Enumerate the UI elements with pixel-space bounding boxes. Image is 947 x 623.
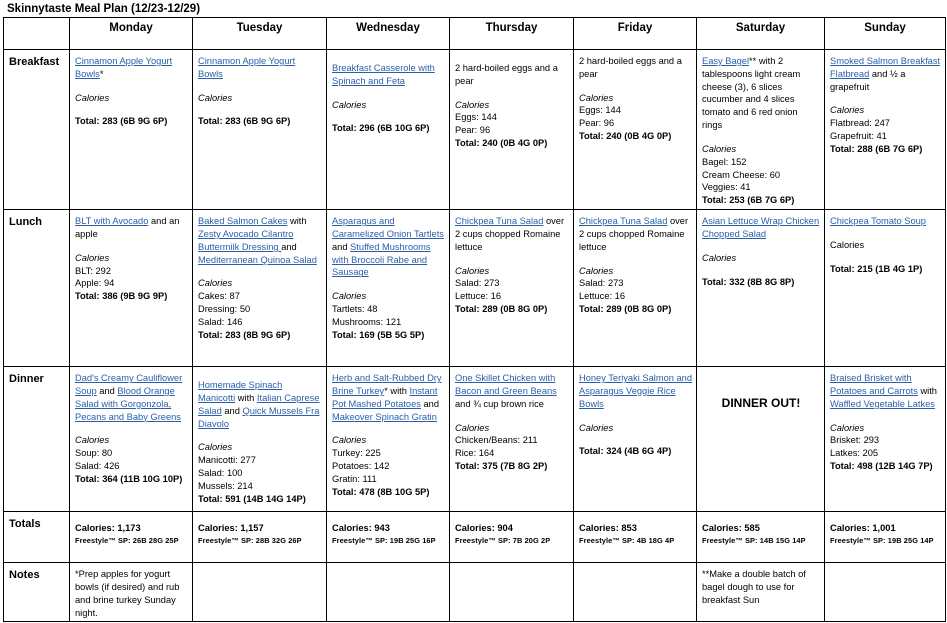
- breakfast-sunday: [825, 50, 946, 210]
- recipe-link[interactable]: Chickpea Tomato Soup: [830, 216, 926, 227]
- totals-tuesday: [193, 512, 327, 563]
- meal-text: 2 hard-boiled eggs and a pear: [579, 56, 682, 79]
- dinner-out-label: DINNER OUT!: [721, 396, 801, 411]
- notes-saturday: [697, 563, 825, 622]
- recipe-link[interactable]: Easy Bagel: [702, 56, 750, 66]
- breakfast-wednesday: [327, 50, 450, 210]
- row-label-notes: Notes: [4, 563, 70, 622]
- totals-monday: [70, 512, 193, 563]
- total-line: Total: 240 (0B 4G 0P): [455, 138, 548, 149]
- calorie-line: Pear: 96: [455, 125, 491, 136]
- total-line: Total: 591 (14B 14G 14P): [198, 493, 306, 504]
- dinner-sunday: [825, 367, 946, 512]
- total-line: Total: 324 (4B 6G 4P): [579, 446, 672, 457]
- recipe-link[interactable]: Makeover Spinach Gratin: [332, 411, 437, 422]
- recipe-link[interactable]: Zesty Avocado Cilantro Buttermilk Dressing: [198, 228, 294, 252]
- notes-row: [4, 563, 946, 622]
- header-thursday: Thursday: [450, 18, 574, 50]
- lunch-tuesday: [193, 210, 327, 367]
- recipe-link[interactable]: Dad's Creamy Cauliflower Soup: [75, 373, 183, 396]
- row-label-dinner: Dinner: [4, 367, 70, 512]
- breakfast-friday: [574, 50, 697, 210]
- header-tuesday: Tuesday: [193, 18, 327, 50]
- calorie-line: Tartlets: 48: [332, 304, 378, 315]
- calories-label: Calories: [75, 435, 110, 446]
- meal-text: with: [287, 216, 307, 227]
- lunch-sunday: [825, 210, 946, 367]
- lunch-thursday: [450, 210, 574, 367]
- totals-sunday: [825, 512, 946, 563]
- calories-label: Calories: [198, 442, 233, 453]
- calories-label: Calories: [198, 278, 233, 289]
- notes-wednesday: [327, 563, 450, 622]
- meal-text: over 2 cups chopped Romaine lettuce: [579, 216, 689, 252]
- freestyle-points: Freestyle™ SP: 26B 28G 25P: [75, 535, 179, 545]
- header-sunday: Sunday: [825, 18, 946, 50]
- calorie-line: Mussels: 214: [198, 480, 253, 491]
- calorie-line: Rice: 164: [455, 448, 495, 459]
- calories-label: Calories: [579, 265, 614, 276]
- recipe-link[interactable]: Stuffed Mushrooms with Broccoli Rabe and Sausage: [332, 241, 431, 278]
- calories-label: Calories: [75, 92, 110, 103]
- calorie-line: Salad: 100: [198, 468, 243, 479]
- total-line: Total: 283 (6B 9G 6P): [198, 116, 291, 127]
- calories-label: Calories: [455, 265, 490, 276]
- calorie-line: Salad: 146: [198, 316, 243, 327]
- notes-sunday: [825, 563, 946, 622]
- calorie-line: Soup: 80: [75, 448, 113, 459]
- calories-label: Calories: [702, 252, 737, 263]
- meal-text: and: [96, 385, 118, 396]
- recipe-link[interactable]: One Skillet Chicken with Bacon and Green Beans: [455, 373, 557, 396]
- dinner-thursday: [450, 367, 574, 512]
- notes-monday: [70, 563, 193, 622]
- freestyle-points: Freestyle™ SP: 4B 18G 4P: [579, 535, 675, 545]
- dinner-friday: [574, 367, 697, 512]
- recipe-link[interactable]: Homemade Spinach Manicotti: [198, 380, 283, 403]
- dinner-saturday: [697, 367, 825, 512]
- total-calories: Calories: 585: [702, 523, 760, 534]
- recipe-link[interactable]: Italian Caprese Salad: [198, 392, 320, 416]
- calorie-line: Dressing: 50: [198, 304, 251, 315]
- calorie-line: Manicotti: 277: [198, 455, 256, 466]
- recipe-link[interactable]: Breakfast Casserole with Spinach and Feta: [332, 63, 435, 86]
- dinner-row: [4, 367, 946, 512]
- notes-thursday: [450, 563, 574, 622]
- dinner-wednesday: [327, 367, 450, 512]
- notes-friday: [574, 563, 697, 622]
- meal-plan-table: [3, 17, 946, 622]
- lunch-friday: [574, 210, 697, 367]
- total-line: Total: 364 (11B 10G 10P): [75, 473, 183, 484]
- header-wednesday: Wednesday: [327, 18, 450, 50]
- lunch-row: [4, 210, 946, 367]
- calorie-line: Lettuce: 16: [455, 291, 502, 302]
- calories-label: Calories: [455, 422, 490, 433]
- recipe-link[interactable]: BLT with Avocado: [75, 216, 149, 227]
- calories-label: Calories: [579, 92, 614, 103]
- meal-text: 2 hard-boiled eggs and a pear: [455, 63, 558, 86]
- breakfast-tuesday: [193, 50, 327, 210]
- breakfast-row: [4, 50, 946, 210]
- calorie-line: Pear: 96: [579, 118, 615, 129]
- calorie-line: Lettuce: 16: [579, 291, 626, 302]
- calories-label: Calories: [830, 422, 865, 433]
- recipe-link[interactable]: Chickpea Tuna Salad: [455, 216, 544, 227]
- calorie-line: Brisket: 293: [830, 435, 880, 446]
- freestyle-points: Freestyle™ SP: 19B 25G 16P: [332, 535, 436, 545]
- total-line: Total: 169 (5B 5G 5P): [332, 329, 425, 340]
- calorie-line: Mushrooms: 121: [332, 316, 402, 327]
- calorie-line: Latkes: 205: [830, 448, 879, 459]
- calorie-line: BLT: 292: [75, 265, 112, 276]
- meal-text: with: [917, 385, 937, 396]
- total-line: Total: 332 (8B 8G 8P): [702, 276, 795, 287]
- meal-text: and: [420, 398, 440, 409]
- totals-saturday: [697, 512, 825, 563]
- total-line: Total: 253 (6B 7G 6P): [702, 195, 795, 206]
- total-calories: Calories: 904: [455, 523, 513, 534]
- total-line: Total: 240 (0B 4G 0P): [579, 131, 672, 142]
- calorie-line: Grapefruit: 41: [830, 131, 887, 142]
- recipe-link[interactable]: Asparagus and Caramelized Onion Tartlets: [332, 216, 444, 239]
- meal-text: over 2 cups chopped Romaine lettuce: [455, 216, 565, 252]
- total-line: Total: 289 (0B 8G 0P): [579, 304, 672, 315]
- meal-text: and: [221, 405, 243, 416]
- page-title: Skinnytaste Meal Plan (12/23-12/29): [7, 3, 201, 15]
- recipe-link[interactable]: Blood Orange Salad with Gorgonzola, Pecans and Baby Greens: [75, 385, 181, 422]
- total-calories: Calories: 1,157: [198, 523, 264, 534]
- total-calories: Calories: 943: [332, 523, 390, 534]
- calorie-line: Flatbread: 247: [830, 118, 890, 129]
- header-corner: [4, 18, 70, 50]
- recipe-link[interactable]: Chickpea Tuna Salad: [579, 216, 668, 227]
- lunch-wednesday: [327, 210, 450, 367]
- row-label-totals: Totals: [4, 512, 70, 563]
- calories-label: Calories: [702, 143, 737, 154]
- recipe-link[interactable]: Mediterranean Quinoa Salad: [198, 254, 317, 265]
- meal-text: and ½ a grapefruit: [830, 68, 906, 92]
- breakfast-saturday: [697, 50, 825, 210]
- header-saturday: Saturday: [697, 18, 825, 50]
- total-line: Total: 375 (7B 8G 2P): [455, 461, 548, 472]
- total-line: Total: 289 (0B 8G 0P): [455, 304, 548, 315]
- header-monday: Monday: [70, 18, 193, 50]
- meal-text: * with: [384, 385, 410, 396]
- calorie-line: Bagel: 152: [702, 156, 747, 167]
- row-label-breakfast: Breakfast: [4, 50, 70, 210]
- calorie-line: Cakes: 87: [198, 291, 240, 302]
- freestyle-points: Freestyle™ SP: 28B 32G 26P: [198, 535, 302, 545]
- total-line: Total: 478 (8B 10G 5P): [332, 486, 430, 497]
- dinner-tuesday: [193, 367, 327, 512]
- meal-text: and: [281, 241, 297, 252]
- notes-tuesday: [193, 563, 327, 622]
- total-calories: Calories: 853: [579, 523, 637, 534]
- meal-text: ** with 2 tablespoons light cream cheese (3), 6 slices cucumber and 4 slices tomato and 6 red onion rings: [702, 56, 801, 131]
- calories-label: Calories: [830, 105, 865, 116]
- lunch-saturday: [697, 210, 825, 367]
- meal-text: and: [332, 241, 351, 252]
- calorie-line: Eggs: 144: [455, 112, 497, 123]
- meal-text: with: [235, 392, 257, 403]
- meal-text: and ¾ cup brown rice: [455, 398, 544, 409]
- recipe-link[interactable]: Asian Lettuce Wrap Chicken Chopped Salad: [702, 216, 820, 239]
- note-text: **Make a double batch of bagel dough to use for breakfast Sun: [702, 569, 806, 605]
- breakfast-monday: [70, 50, 193, 210]
- totals-thursday: [450, 512, 574, 563]
- calorie-line: Salad: 426: [75, 461, 120, 472]
- calorie-line: Potatoes: 142: [332, 461, 390, 472]
- totals-row: [4, 512, 946, 563]
- total-line: Total: 288 (6B 7G 6P): [830, 143, 923, 154]
- calorie-line: Salad: 273: [455, 278, 500, 289]
- recipe-link[interactable]: Smoked Salmon Breakfast Flatbread: [830, 56, 941, 79]
- total-line: Total: 215 (1B 4G 1P): [830, 263, 923, 274]
- recipe-link[interactable]: Baked Salmon Cakes: [198, 216, 288, 227]
- recipe-link[interactable]: Cinnamon Apple Yogurt Bowls: [198, 56, 296, 79]
- calories-label: Calories: [75, 252, 110, 263]
- recipe-link[interactable]: Braised Brisket with Potatoes and Carrots: [830, 373, 918, 396]
- calories-label: Calories: [332, 99, 367, 110]
- calorie-line: Salad: 273: [579, 278, 624, 289]
- totals-friday: [574, 512, 697, 563]
- calorie-line: Veggies: 41: [702, 182, 751, 193]
- total-line: Total: 296 (6B 10G 6P): [332, 123, 430, 134]
- totals-wednesday: [327, 512, 450, 563]
- total-line: Total: 283 (8B 9G 6P): [198, 329, 291, 340]
- note-marker: *: [99, 68, 104, 79]
- recipe-link[interactable]: Waffled Vegetable Latkes: [830, 398, 935, 409]
- recipe-link[interactable]: Instant Pot Mashed Potatoes: [332, 385, 438, 409]
- recipe-link[interactable]: Honey Teriyaki Salmon and Asparagus Veggie Rice Bowls: [579, 373, 693, 409]
- calories-label: Calories: [332, 291, 367, 302]
- total-line: Total: 498 (12B 14G 7P): [830, 461, 933, 472]
- calorie-line: Cream Cheese: 60: [702, 169, 781, 180]
- dinner-monday: [70, 367, 193, 512]
- calories-label: Calories: [198, 92, 233, 103]
- total-calories: Calories: 1,173: [75, 523, 141, 534]
- meal-text: and an apple: [75, 216, 180, 239]
- calorie-line: Chicken/Beans: 211: [455, 435, 538, 446]
- freestyle-points: Freestyle™ SP: 19B 25G 14P: [830, 535, 934, 545]
- calories-label: Calories: [579, 422, 614, 433]
- total-line: Total: 386 (9B 9G 9P): [75, 291, 168, 302]
- calories-label: Calories: [830, 239, 865, 250]
- calories-label: Calories: [332, 435, 367, 446]
- calories-label: Calories: [455, 99, 490, 110]
- row-label-lunch: Lunch: [4, 210, 70, 367]
- total-calories: Calories: 1,001: [830, 523, 896, 534]
- recipe-link[interactable]: Quick Mussels Fra Diavolo: [198, 405, 320, 429]
- freestyle-points: Freestyle™ SP: 14B 15G 14P: [702, 535, 806, 545]
- recipe-link[interactable]: Cinnamon Apple Yogurt Bowls: [75, 56, 173, 79]
- header-friday: Friday: [574, 18, 697, 50]
- recipe-link[interactable]: Herb and Salt-Rubbed Dry Brine Turkey: [332, 373, 442, 396]
- header-row: [4, 18, 946, 50]
- total-line: Total: 283 (6B 9G 6P): [75, 116, 168, 127]
- breakfast-thursday: [450, 50, 574, 210]
- calorie-line: Gratin: 111: [332, 473, 377, 484]
- calorie-line: Turkey: 225: [332, 448, 381, 459]
- note-text: *Prep apples for yogurt bowls (if desired) and rub and brine turkey Sunday night.: [75, 569, 180, 618]
- calorie-line: Eggs: 144: [579, 105, 621, 116]
- freestyle-points: Freestyle™ SP: 7B 20G 2P: [455, 535, 551, 545]
- calorie-line: Apple: 94: [75, 278, 115, 289]
- lunch-monday: [70, 210, 193, 367]
